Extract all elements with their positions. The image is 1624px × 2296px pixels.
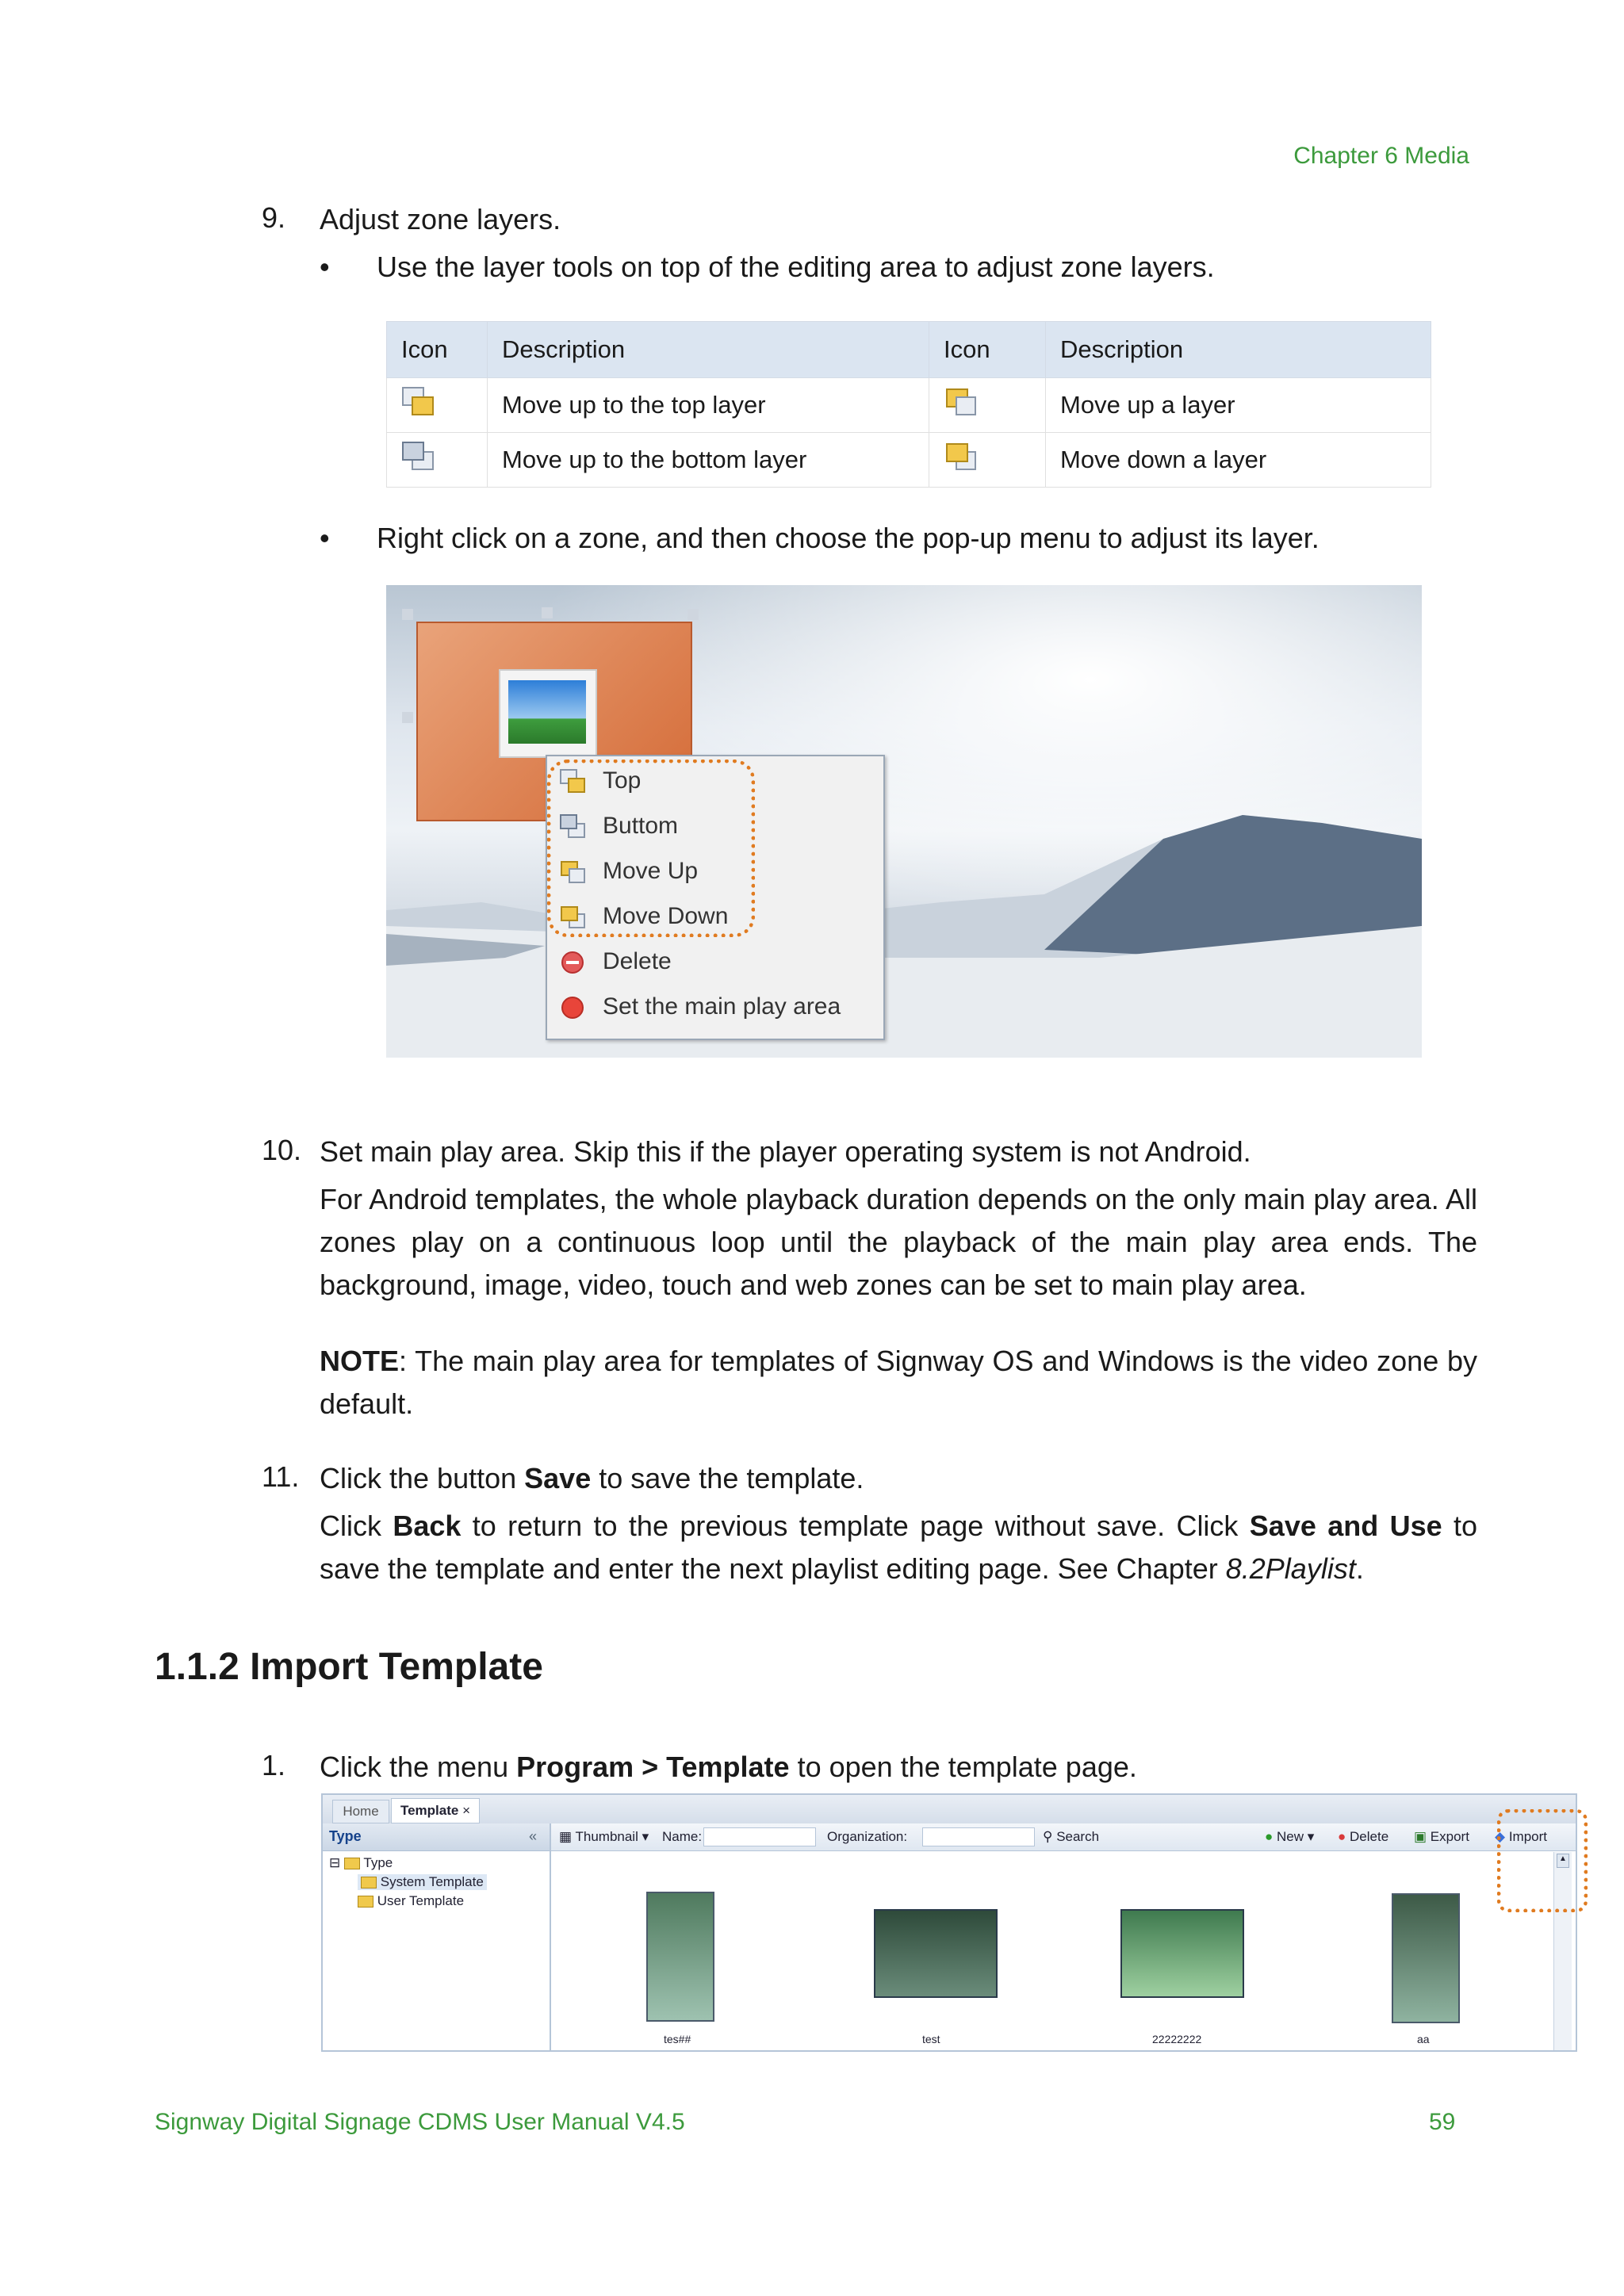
menu-item-delete[interactable]: Delete (547, 940, 883, 985)
sidebar-title: Type (329, 1828, 362, 1844)
step-title: Click the menu Program > Template to open the template page. (320, 1751, 1137, 1783)
tree-item-user-template[interactable]: User Template (358, 1893, 464, 1909)
resize-handle[interactable] (402, 609, 413, 620)
toolbar (551, 1823, 1576, 1851)
bullet-dot: • (320, 251, 330, 283)
table-header: Description (1046, 322, 1431, 378)
collapse-icon[interactable]: « (529, 1828, 538, 1844)
step-number: 1. (262, 1749, 286, 1781)
template-thumbnail[interactable] (646, 1892, 714, 2022)
menu-item-bottom[interactable]: Buttom (547, 805, 883, 849)
name-label: Name: (662, 1829, 703, 1844)
import-icon: ◆ (1495, 1829, 1506, 1844)
move-bottom-icon (401, 441, 436, 473)
highlight-box (1497, 1809, 1588, 1912)
table-cell: Move up to the bottom layer (488, 433, 929, 488)
grid-icon: ▦ (559, 1829, 573, 1844)
tree-item-system-template[interactable]: System Template (358, 1874, 487, 1890)
move-down-icon (944, 441, 979, 473)
template-thumbnail[interactable] (1120, 1909, 1244, 1998)
step-number: 10. (262, 1134, 302, 1166)
menu-item-top[interactable]: Top (547, 760, 883, 804)
thumbnail-caption: test (922, 2033, 940, 2045)
template-page-screenshot (321, 1793, 1577, 2052)
zone-context-menu-screenshot (386, 585, 1422, 1058)
search-button[interactable]: ⚲ Search (1043, 1829, 1100, 1844)
move-top-icon (401, 386, 436, 418)
menu-item-move-up[interactable]: Move Up (547, 850, 883, 894)
step-title: Click the button Save to save the template. (320, 1462, 864, 1494)
step-title: Set main play area. Skip this if the player operating system is not Android. (320, 1135, 1251, 1168)
tree-item-type[interactable]: ⊟ Type (329, 1855, 393, 1870)
new-button[interactable]: ● New ▾ (1265, 1829, 1315, 1844)
highlight-box (547, 760, 755, 937)
bullet-text: Right click on a zone, and then choose the pop-up menu to adjust its layer. (377, 522, 1320, 554)
table-row (387, 378, 1431, 433)
bullet-text: Use the layer tools on top of the editing area to adjust zone layers. (377, 251, 1215, 283)
thumbnail-view-button[interactable]: ▦ Thumbnail ▾ (559, 1829, 649, 1844)
table-row (387, 433, 1431, 488)
delete-icon: ● (1338, 1829, 1346, 1844)
search-icon: ⚲ (1043, 1829, 1053, 1844)
thumbnail-caption: tes## (664, 2033, 691, 2045)
layer-tools-table (386, 321, 1431, 488)
add-icon: ● (1265, 1829, 1274, 1844)
thumbnail-caption: 22222222 (1152, 2033, 1202, 2045)
table-header: Description (488, 322, 929, 378)
paragraph: Click Back to return to the previous template page without save. Click Save and Use to save the template and enter the next playlist editing page. See Chapter 8.2Playlist. (320, 1510, 1478, 1585)
import-button[interactable]: ◆ Import (1495, 1829, 1547, 1844)
paragraph: For Android templates, the whole playback duration depends on the only main play area. All zones play on a continuous loop until the playback of the main play area ends. The background, image, video, touch and web zones can be set to main play area. (320, 1183, 1477, 1301)
organization-label: Organization: (827, 1829, 908, 1844)
delete-icon (560, 950, 587, 975)
note-label: NOTE (320, 1345, 400, 1377)
resize-handle[interactable] (688, 609, 699, 620)
tab-template[interactable]: Template × (391, 1798, 480, 1823)
template-thumbnail[interactable] (1392, 1893, 1460, 2023)
menu-item-move-down[interactable]: Move Down (547, 895, 883, 939)
name-input[interactable] (703, 1827, 816, 1846)
resize-handle[interactable] (402, 712, 413, 723)
scroll-up-icon[interactable]: ▲ (1557, 1854, 1569, 1868)
thumbnail-caption: aa (1417, 2033, 1430, 2045)
table-header: Icon (387, 322, 488, 378)
delete-button[interactable]: ● Delete (1338, 1829, 1389, 1844)
table-cell: Move down a layer (1046, 433, 1431, 488)
image-zone-icon (499, 669, 597, 758)
footer-manual-title: Signway Digital Signage CDMS User Manual V4.5 (155, 2109, 685, 2135)
bullet-dot: • (320, 522, 330, 554)
close-icon[interactable]: × (462, 1803, 471, 1818)
menu-item-set-main-play-area[interactable]: Set the main play area (547, 985, 883, 1030)
export-button[interactable]: ▣ Export (1414, 1829, 1469, 1844)
tab-bar (323, 1795, 1576, 1824)
note-paragraph (320, 1340, 1477, 1425)
move-up-icon (944, 386, 979, 418)
note-text: : The main play area for templates of Signway OS and Windows is the video zone by default. (320, 1345, 1477, 1420)
folder-icon (358, 1896, 373, 1908)
export-icon: ▣ (1414, 1829, 1427, 1844)
tab-home[interactable]: Home (332, 1800, 389, 1823)
main-area-icon (560, 995, 587, 1020)
step-title: Adjust zone layers. (320, 203, 561, 235)
resize-handle[interactable] (542, 607, 553, 618)
chapter-header: Chapter 6 Media (1293, 143, 1469, 169)
folder-icon (344, 1858, 360, 1869)
section-heading: 1.1.2 Import Template (155, 1646, 543, 1688)
table-header: Icon (929, 322, 1046, 378)
folder-icon (361, 1877, 377, 1888)
step-number: 9. (262, 201, 286, 234)
step-number: 11. (262, 1460, 300, 1493)
table-cell: Move up to the top layer (488, 378, 929, 433)
page-number: 59 (1429, 2109, 1456, 2135)
type-sidebar (323, 1823, 551, 2050)
template-thumbnail[interactable] (874, 1909, 998, 1998)
organization-input[interactable] (922, 1827, 1035, 1846)
table-cell: Move up a layer (1046, 378, 1431, 433)
